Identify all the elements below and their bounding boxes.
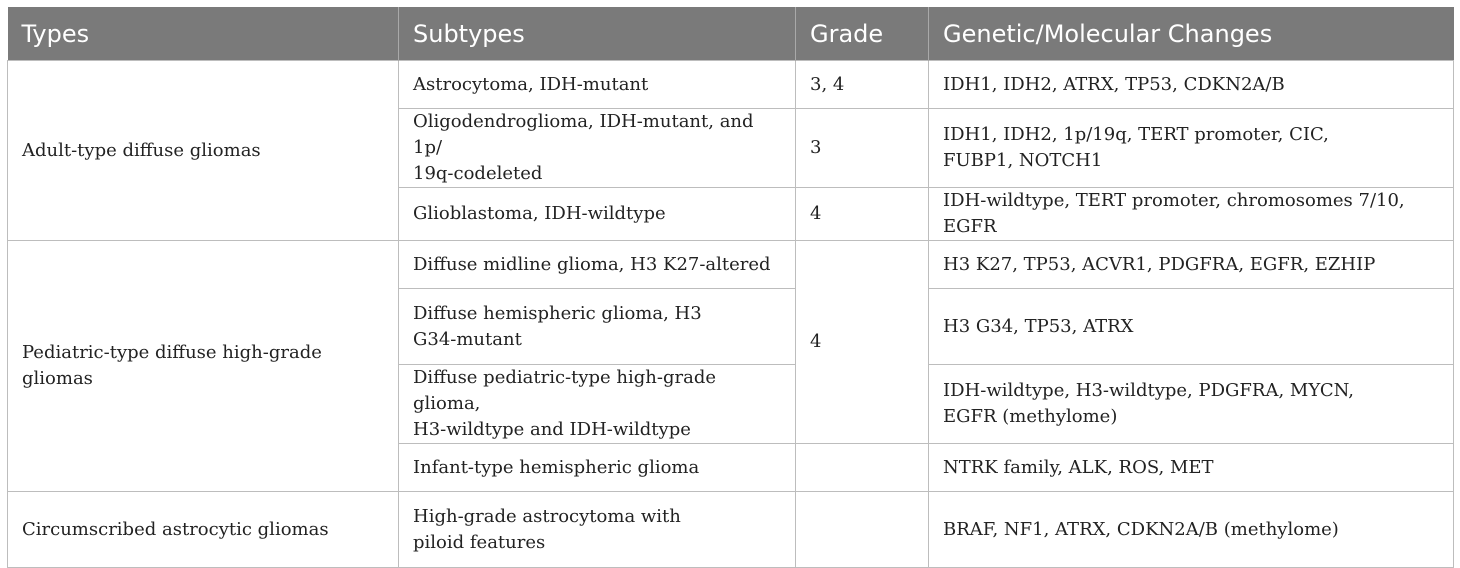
changes-cell: [929, 365, 1454, 444]
grade-cell: 4: [796, 241, 929, 444]
header-types: Types: [8, 7, 399, 61]
table-row: [8, 61, 1454, 109]
subtype-cell: Glioblastoma, IDH-wildtype: [399, 188, 796, 241]
subtype-cell: Infant-type hemispheric glioma: [399, 444, 796, 492]
subtype-cell: Diffuse midline glioma, H3 K27-altered: [399, 241, 796, 289]
subtype-cell: [399, 289, 796, 365]
grade-cell: 4: [796, 188, 929, 241]
subtype-line: H3-wildtype and IDH-wildtype: [413, 419, 691, 440]
changes-line: EGFR (methylome): [943, 406, 1118, 427]
type-cell: Pediatric-type diffuse high-grade gliomas: [8, 241, 399, 492]
subtype-line: 19q-codeleted: [413, 163, 543, 184]
subtype-line: G34-mutant: [413, 328, 522, 350]
changes-line: IDH1, IDH2, 1p/19q, TERT promoter, CIC,: [943, 124, 1329, 145]
header-grade: Grade: [796, 7, 929, 61]
changes-cell: [929, 109, 1454, 188]
changes-cell: IDH-wildtype, TERT promoter, chromosomes 7/10, EGFR: [929, 188, 1454, 241]
changes-cell: H3 K27, TP53, ACVR1, PDGFRA, EGFR, EZHIP: [929, 241, 1454, 289]
changes-cell: NTRK family, ALK, ROS, MET: [929, 444, 1454, 492]
table-row: [8, 241, 1454, 289]
changes-cell: BRAF, NF1, ATRX, CDKN2A/B (methylome): [929, 492, 1454, 568]
type-cell: Circumscribed astrocytic gliomas: [8, 492, 399, 568]
glioma-classification-table: [7, 7, 1454, 568]
table-row: [8, 492, 1454, 568]
grade-cell: 3, 4: [796, 61, 929, 109]
glioma-classification-table-wrapper: [7, 7, 1453, 568]
subtype-cell: Astrocytoma, IDH-mutant: [399, 61, 796, 109]
grade-cell: [796, 444, 929, 492]
subtype-line: piloid features: [413, 531, 546, 553]
subtype-cell: [399, 492, 796, 568]
changes-line: IDH-wildtype, H3-wildtype, PDGFRA, MYCN,: [943, 380, 1354, 401]
changes-line: FUBP1, NOTCH1: [943, 150, 1103, 171]
subtype-line: High-grade astrocytoma with: [413, 505, 681, 527]
subtype-line: Diffuse hemispheric glioma, H3: [413, 302, 702, 324]
grade-cell: [796, 492, 929, 568]
subtype-line: Diffuse pediatric-type high-grade glioma,: [413, 367, 717, 414]
grade-cell: 3: [796, 109, 929, 188]
changes-cell: H3 G34, TP53, ATRX: [929, 289, 1454, 365]
header-subtypes: Subtypes: [399, 7, 796, 61]
subtype-cell: [399, 109, 796, 188]
changes-cell: IDH1, IDH2, ATRX, TP53, CDKN2A/B: [929, 61, 1454, 109]
header-row: [8, 7, 1454, 61]
type-cell: Adult-type diffuse gliomas: [8, 61, 399, 241]
subtype-line: Oligodendroglioma, IDH-mutant, and 1p/: [413, 111, 754, 158]
header-genetic-changes: Genetic/Molecular Changes: [929, 7, 1454, 61]
subtype-cell: [399, 365, 796, 444]
